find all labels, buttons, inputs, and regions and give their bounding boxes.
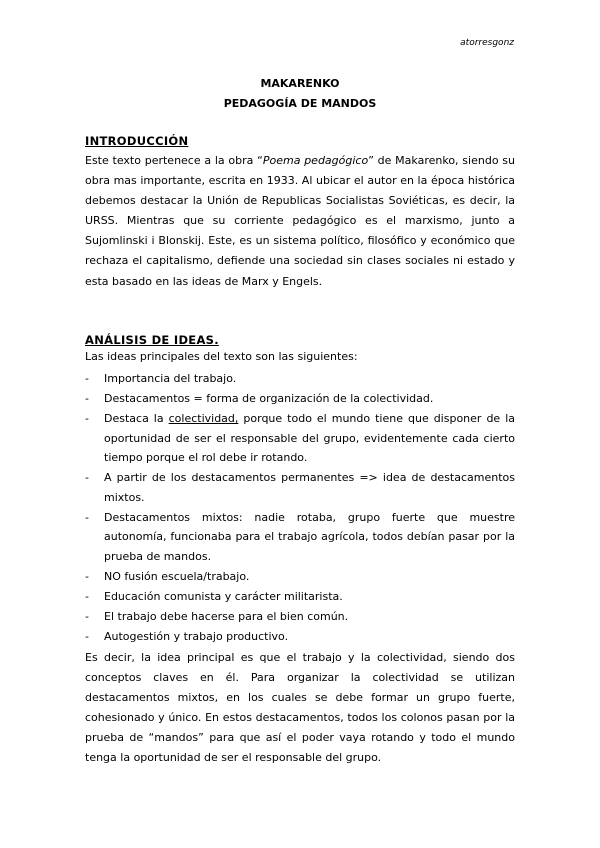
dash-marker: -	[85, 629, 89, 643]
dash-marker: -	[85, 471, 89, 484]
list-item-text: El trabajo debe hacerse para el bien común.	[104, 609, 349, 623]
document-title: MAKARENKO	[260, 77, 340, 90]
list-item-text: Educación comunista y carácter militarista.	[104, 589, 343, 603]
intro-text-a: Este texto pertenece a la obra “	[85, 154, 263, 167]
list-item	[85, 607, 515, 627]
list-item	[85, 389, 515, 409]
dash-marker: -	[85, 392, 89, 405]
list-item-text: Autogestión y trabajo productivo.	[104, 629, 289, 643]
summary-paragraph: Es decir, la idea principal es que el trabajo y la colectividad, siendo dos conceptos claves en él. Para organizar la colectividad se utilizan destacamentos mixtos, en los cuales se debe formar un grupo fuerte, cohesionado y único. En estos destacamentos, todos los colonos pasan por la prueba de “mandos” para que así el poder vaya rotando y todo el mundo tenga la oportunidad de ser el responsable del grupo.	[85, 651, 515, 765]
ideas-list	[85, 369, 515, 647]
intro-text-b: ” de Makarenko, siendo su obra mas importante, escrita en 1933. Al ubicar el autor en la época histórica debemos destacar la Unión de Republicas Socialistas Soviéticas, es decir, la URSS. Mientras que su corriente pedagógico es el marxismo, junto a Sujomlinski i Blonskij. Este, es un sistema político, filosófico y económico que rechaza el capitalismo, defiende una sociedad sin clases sociales ni estado y esta basado en las ideas de Marx y Engels.	[85, 154, 516, 288]
list-item	[85, 409, 515, 468]
list-item	[85, 567, 515, 587]
list-item	[85, 587, 515, 607]
underlined-term: colectividad,	[168, 412, 239, 425]
list-item-text: Importancia del trabajo.	[104, 372, 237, 385]
list-item	[85, 369, 515, 389]
ideas-lead: Las ideas principales del texto son las siguientes:	[85, 350, 358, 363]
list-item-text: NO fusión escuela/trabajo.	[104, 569, 250, 583]
dash-marker: -	[85, 569, 89, 583]
dash-marker: -	[85, 609, 89, 623]
author-tag: atorresgonz	[460, 38, 514, 48]
list-item-text-a: Destaca la	[104, 412, 169, 425]
list-item-text: A partir de los destacamentos permanentes => idea de destacamentos mixtos.	[104, 471, 515, 504]
list-item	[85, 508, 515, 567]
list-item-text-b: porque todo el mundo tiene que disponer de la oportunidad de ser el responsable del grupo, evidentemente cada cierto tiempo porque el rol debe ir rotando.	[104, 412, 515, 464]
list-item	[85, 468, 515, 507]
list-item-text: Destacamentos mixtos: nadie rotaba, grupo fuerte que muestre autonomía, funcionaba para el trabajo agrícola, todos debían pasar por la prueba de mandos.	[104, 510, 515, 563]
dash-marker: -	[85, 372, 89, 385]
dash-marker: -	[85, 412, 89, 425]
dash-marker: -	[85, 510, 89, 524]
list-item	[85, 627, 515, 647]
work-title: Poema pedagógico	[262, 154, 369, 167]
dash-marker: -	[85, 589, 89, 603]
document-subtitle: PEDAGOGÍA DE MANDOS	[223, 97, 377, 110]
intro-paragraph	[85, 151, 515, 292]
list-item-text: Destacamentos = forma de organización de la colectividad.	[104, 392, 434, 405]
intro-heading: INTRODUCCIÓN	[85, 134, 189, 148]
ideas-heading: ANÁLISIS DE IDEAS.	[85, 333, 219, 347]
